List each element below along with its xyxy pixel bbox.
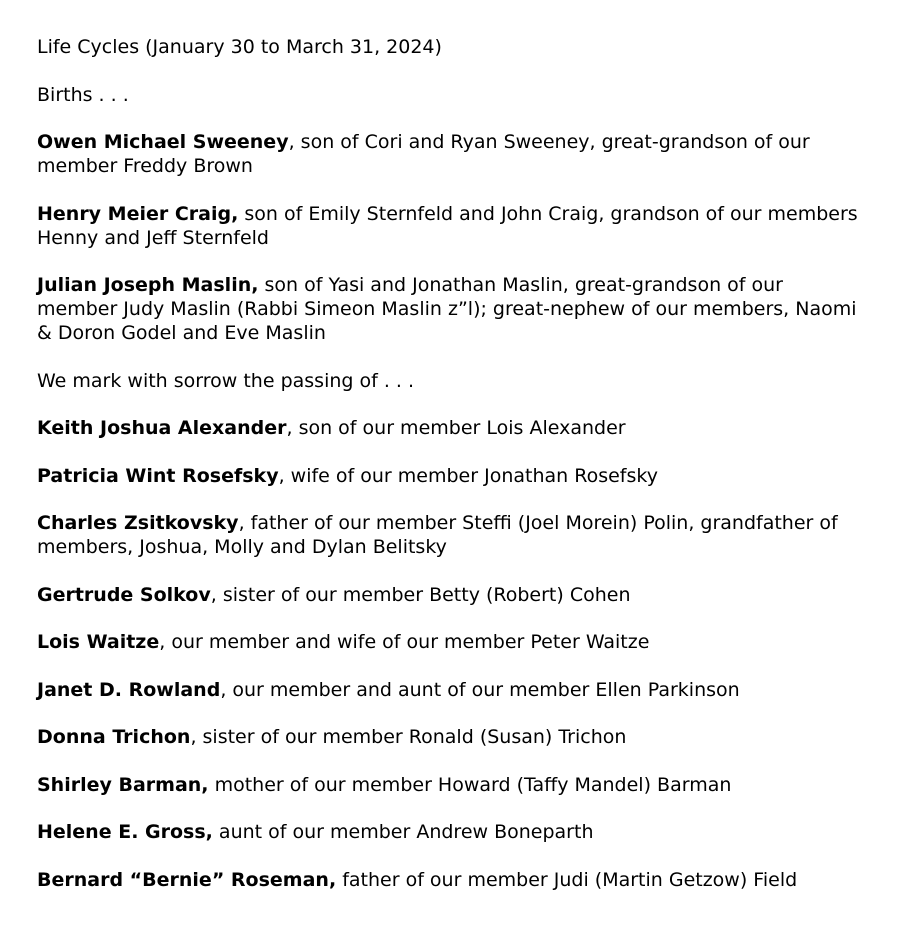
entry-description: , our member and aunt of our member Ellen Parkinson <box>220 678 740 701</box>
birth-entry <box>37 130 867 178</box>
entry-name: Bernard “Bernie” Roseman, <box>37 868 337 891</box>
passing-entry <box>37 464 867 488</box>
births-heading: Births . . . <box>37 83 129 106</box>
entry-description: , sister of our member Betty (Robert) Cohen <box>210 583 631 606</box>
entry-name: Lois Waitze <box>37 631 160 653</box>
birth-entry <box>37 202 867 250</box>
entry-name: Gertrude Solkov <box>37 583 211 606</box>
entry-description: father of our member Judi (Martin Getzow) Field <box>336 868 798 891</box>
passing-entry <box>37 630 867 654</box>
passing-entry <box>37 820 867 844</box>
document-title: Life Cycles (January 30 to March 31, 2024) <box>37 36 442 58</box>
entry-name: Charles Zsitkovsky <box>37 512 239 534</box>
entry-name: Henry Meier Craig, <box>37 202 239 225</box>
entry-description: son of Emily Sternfeld and John Craig, grandson of our members Henny and Jeff Sternfeld <box>37 202 858 249</box>
passing-entry <box>37 678 867 702</box>
entry-name: Helene E. Gross, <box>37 821 213 843</box>
entry-name: Janet D. Rowland <box>37 678 221 701</box>
passing-entry <box>37 773 867 797</box>
entry-name: Julian Joseph Maslin, <box>37 274 259 296</box>
entry-name: Keith Joshua Alexander <box>37 417 287 439</box>
passing-entry <box>37 868 867 892</box>
birth-entry <box>37 273 867 345</box>
passing-entry <box>37 583 867 607</box>
entry-description: mother of our member Howard (Taffy Mandel) Barman <box>208 773 732 796</box>
entry-name: Shirley Barman, <box>37 773 209 796</box>
passing-entry <box>37 511 867 559</box>
passing-heading: We mark with sorrow the passing of . . . <box>37 369 415 392</box>
passing-entry <box>37 725 867 749</box>
entry-name: Patricia Wint Rosefsky <box>37 464 279 487</box>
entry-description: aunt of our member Andrew Boneparth <box>212 821 594 843</box>
entry-description: , wife of our member Jonathan Rosefsky <box>278 464 658 487</box>
entry-name: Donna Trichon <box>37 726 191 748</box>
entry-description: , father of our member Steffi (Joel Morein) Polin, grandfather of members, Joshua, Molly and Dylan Belitsky <box>37 512 838 558</box>
entry-name: Owen Michael Sweeney <box>37 131 289 153</box>
entry-description: , our member and wife of our member Peter Waitze <box>159 631 650 653</box>
entry-description: , sister of our member Ronald (Susan) Trichon <box>190 726 627 748</box>
entry-description: son of Yasi and Jonathan Maslin, great-grandson of our member Judy Maslin (Rabbi Simeon Maslin z”l); great-nephew of our members, Naomi & Doron Godel and Eve Maslin <box>37 274 857 344</box>
entry-description: , son of our member Lois Alexander <box>286 417 626 439</box>
entry-description: , son of Cori and Ryan Sweeney, great-grandson of our member Freddy Brown <box>37 131 810 177</box>
passing-entry <box>37 416 867 440</box>
